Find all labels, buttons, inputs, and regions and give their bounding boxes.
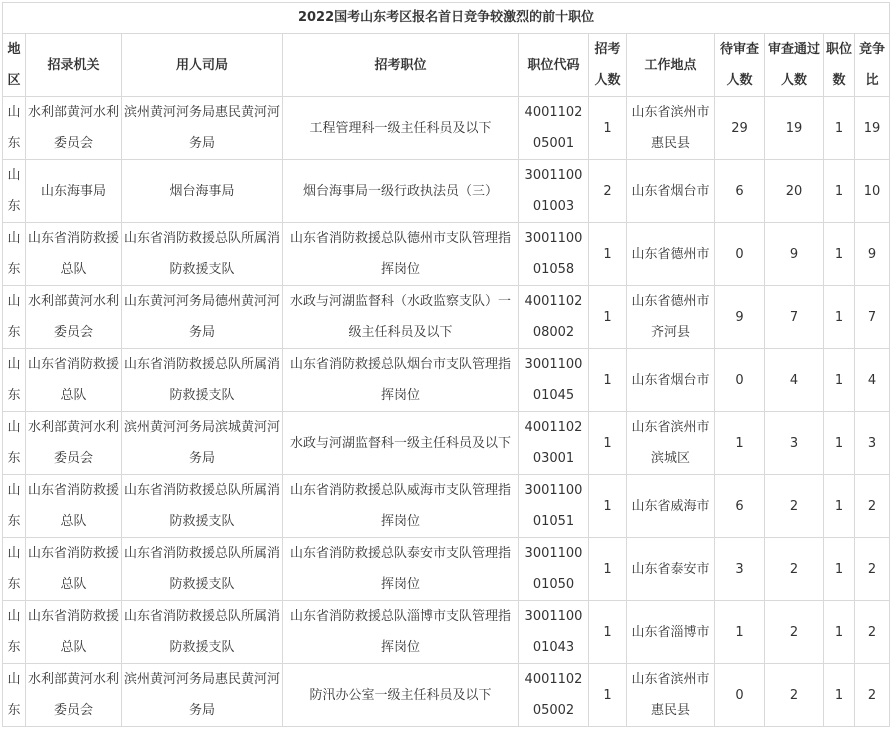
cell-competition-ratio: 2 (855, 664, 890, 727)
cell-recruiting-agency: 山东省消防救援总队 (26, 349, 122, 412)
cell-work-location: 山东省滨州市惠民县 (627, 97, 715, 160)
header-row (3, 34, 890, 97)
cell-region: 山东 (3, 475, 26, 538)
cell-pending-review: 29 (715, 97, 765, 160)
header-work-location: 工作地点 (627, 34, 715, 97)
cell-pending-review: 1 (715, 412, 765, 475)
cell-employing-bureau: 山东黄河河务局德州黄河河务局 (122, 286, 283, 349)
cell-position-count: 1 (824, 664, 855, 727)
cell-region: 山东 (3, 223, 26, 286)
cell-position: 水政与河湖监督科（水政监察支队）一级主任科员及以下 (283, 286, 519, 349)
cell-review-passed: 2 (765, 664, 824, 727)
header-position: 招考职位 (283, 34, 519, 97)
cell-review-passed: 19 (765, 97, 824, 160)
cell-work-location: 山东省德州市齐河县 (627, 286, 715, 349)
cell-position-count: 1 (824, 601, 855, 664)
cell-recruiting-agency: 山东省消防救援总队 (26, 601, 122, 664)
cell-work-location: 山东省滨州市惠民县 (627, 664, 715, 727)
cell-review-passed: 2 (765, 538, 824, 601)
cell-position: 山东省消防救援总队泰安市支队管理指挥岗位 (283, 538, 519, 601)
cell-position-code: 300110001051 (519, 475, 589, 538)
cell-position-count: 1 (824, 412, 855, 475)
cell-review-passed: 9 (765, 223, 824, 286)
header-recruit-count: 招考人数 (589, 34, 627, 97)
cell-recruit-count: 1 (589, 97, 627, 160)
table-row (3, 286, 890, 349)
cell-region: 山东 (3, 349, 26, 412)
cell-employing-bureau: 滨州黄河河务局滨城黄河河务局 (122, 412, 283, 475)
cell-region: 山东 (3, 538, 26, 601)
cell-position-count: 1 (824, 97, 855, 160)
cell-recruit-count: 1 (589, 286, 627, 349)
cell-recruiting-agency: 水利部黄河水利委员会 (26, 412, 122, 475)
cell-review-passed: 2 (765, 601, 824, 664)
cell-recruiting-agency: 水利部黄河水利委员会 (26, 286, 122, 349)
cell-recruit-count: 1 (589, 475, 627, 538)
cell-position-code: 300110001043 (519, 601, 589, 664)
cell-recruit-count: 1 (589, 223, 627, 286)
cell-employing-bureau: 山东省消防救援总队所属消防救援支队 (122, 538, 283, 601)
cell-pending-review: 0 (715, 223, 765, 286)
cell-position-code: 400110203001 (519, 412, 589, 475)
cell-position-code: 400110205002 (519, 664, 589, 727)
cell-position-code: 300110001050 (519, 538, 589, 601)
cell-region: 山东 (3, 664, 26, 727)
cell-competition-ratio: 10 (855, 160, 890, 223)
cell-position-count: 1 (824, 160, 855, 223)
cell-review-passed: 4 (765, 349, 824, 412)
header-pending-review: 待审查人数 (715, 34, 765, 97)
cell-recruit-count: 1 (589, 349, 627, 412)
cell-competition-ratio: 2 (855, 601, 890, 664)
cell-position-count: 1 (824, 538, 855, 601)
table-row (3, 475, 890, 538)
cell-region: 山东 (3, 601, 26, 664)
cell-review-passed: 3 (765, 412, 824, 475)
header-region: 地区 (3, 34, 26, 97)
table-row (3, 349, 890, 412)
cell-recruit-count: 1 (589, 412, 627, 475)
title-row (3, 3, 890, 34)
cell-position-code: 300110001045 (519, 349, 589, 412)
table-row (3, 223, 890, 286)
table-row (3, 664, 890, 727)
cell-position-count: 1 (824, 349, 855, 412)
cell-recruiting-agency: 水利部黄河水利委员会 (26, 97, 122, 160)
table-row (3, 601, 890, 664)
cell-review-passed: 7 (765, 286, 824, 349)
header-position-count: 职位数 (824, 34, 855, 97)
cell-position: 山东省消防救援总队德州市支队管理指挥岗位 (283, 223, 519, 286)
header-employing-bureau: 用人司局 (122, 34, 283, 97)
cell-position-code: 300110001058 (519, 223, 589, 286)
cell-work-location: 山东省淄博市 (627, 601, 715, 664)
cell-work-location: 山东省滨州市滨城区 (627, 412, 715, 475)
cell-work-location: 山东省威海市 (627, 475, 715, 538)
cell-position: 烟台海事局一级行政执法员（三） (283, 160, 519, 223)
header-competition-ratio: 竞争比 (855, 34, 890, 97)
cell-review-passed: 20 (765, 160, 824, 223)
cell-competition-ratio: 2 (855, 475, 890, 538)
cell-position: 工程管理科一级主任科员及以下 (283, 97, 519, 160)
cell-work-location: 山东省烟台市 (627, 160, 715, 223)
cell-position-count: 1 (824, 223, 855, 286)
cell-pending-review: 3 (715, 538, 765, 601)
cell-region: 山东 (3, 412, 26, 475)
cell-competition-ratio: 19 (855, 97, 890, 160)
cell-position-count: 1 (824, 475, 855, 538)
cell-recruit-count: 2 (589, 160, 627, 223)
cell-position-code: 400110205001 (519, 97, 589, 160)
cell-pending-review: 0 (715, 664, 765, 727)
cell-employing-bureau: 山东省消防救援总队所属消防救援支队 (122, 349, 283, 412)
header-review-passed: 审查通过人数 (765, 34, 824, 97)
cell-pending-review: 6 (715, 160, 765, 223)
cell-position: 水政与河湖监督科一级主任科员及以下 (283, 412, 519, 475)
cell-position-count: 1 (824, 286, 855, 349)
cell-employing-bureau: 山东省消防救援总队所属消防救援支队 (122, 601, 283, 664)
cell-position: 山东省消防救援总队烟台市支队管理指挥岗位 (283, 349, 519, 412)
cell-position-code: 300110001003 (519, 160, 589, 223)
header-position-code: 职位代码 (519, 34, 589, 97)
cell-competition-ratio: 7 (855, 286, 890, 349)
cell-region: 山东 (3, 160, 26, 223)
cell-work-location: 山东省烟台市 (627, 349, 715, 412)
cell-position: 山东省消防救援总队淄博市支队管理指挥岗位 (283, 601, 519, 664)
cell-recruiting-agency: 山东省消防救援总队 (26, 223, 122, 286)
cell-employing-bureau: 山东省消防救援总队所属消防救援支队 (122, 223, 283, 286)
cell-work-location: 山东省德州市 (627, 223, 715, 286)
cell-competition-ratio: 4 (855, 349, 890, 412)
cell-position: 防汛办公室一级主任科员及以下 (283, 664, 519, 727)
cell-pending-review: 0 (715, 349, 765, 412)
cell-position-code: 400110208002 (519, 286, 589, 349)
cell-pending-review: 6 (715, 475, 765, 538)
table-row (3, 412, 890, 475)
cell-recruit-count: 1 (589, 664, 627, 727)
cell-recruiting-agency: 山东海事局 (26, 160, 122, 223)
cell-competition-ratio: 9 (855, 223, 890, 286)
competition-table (2, 2, 890, 727)
cell-employing-bureau: 山东省消防救援总队所属消防救援支队 (122, 475, 283, 538)
cell-recruit-count: 1 (589, 538, 627, 601)
table-row (3, 97, 890, 160)
table-title: 2022国考山东考区报名首日竞争较激烈的前十职位 (3, 3, 890, 34)
cell-recruiting-agency: 山东省消防救援总队 (26, 475, 122, 538)
header-recruiting-agency: 招录机关 (26, 34, 122, 97)
table-row (3, 160, 890, 223)
cell-competition-ratio: 2 (855, 538, 890, 601)
cell-region: 山东 (3, 286, 26, 349)
cell-employing-bureau: 烟台海事局 (122, 160, 283, 223)
cell-position: 山东省消防救援总队威海市支队管理指挥岗位 (283, 475, 519, 538)
cell-employing-bureau: 滨州黄河河务局惠民黄河河务局 (122, 97, 283, 160)
cell-pending-review: 9 (715, 286, 765, 349)
cell-recruit-count: 1 (589, 601, 627, 664)
cell-region: 山东 (3, 97, 26, 160)
cell-employing-bureau: 滨州黄河河务局惠民黄河河务局 (122, 664, 283, 727)
cell-pending-review: 1 (715, 601, 765, 664)
cell-competition-ratio: 3 (855, 412, 890, 475)
cell-recruiting-agency: 水利部黄河水利委员会 (26, 664, 122, 727)
cell-review-passed: 2 (765, 475, 824, 538)
cell-work-location: 山东省泰安市 (627, 538, 715, 601)
table-row (3, 538, 890, 601)
cell-recruiting-agency: 山东省消防救援总队 (26, 538, 122, 601)
